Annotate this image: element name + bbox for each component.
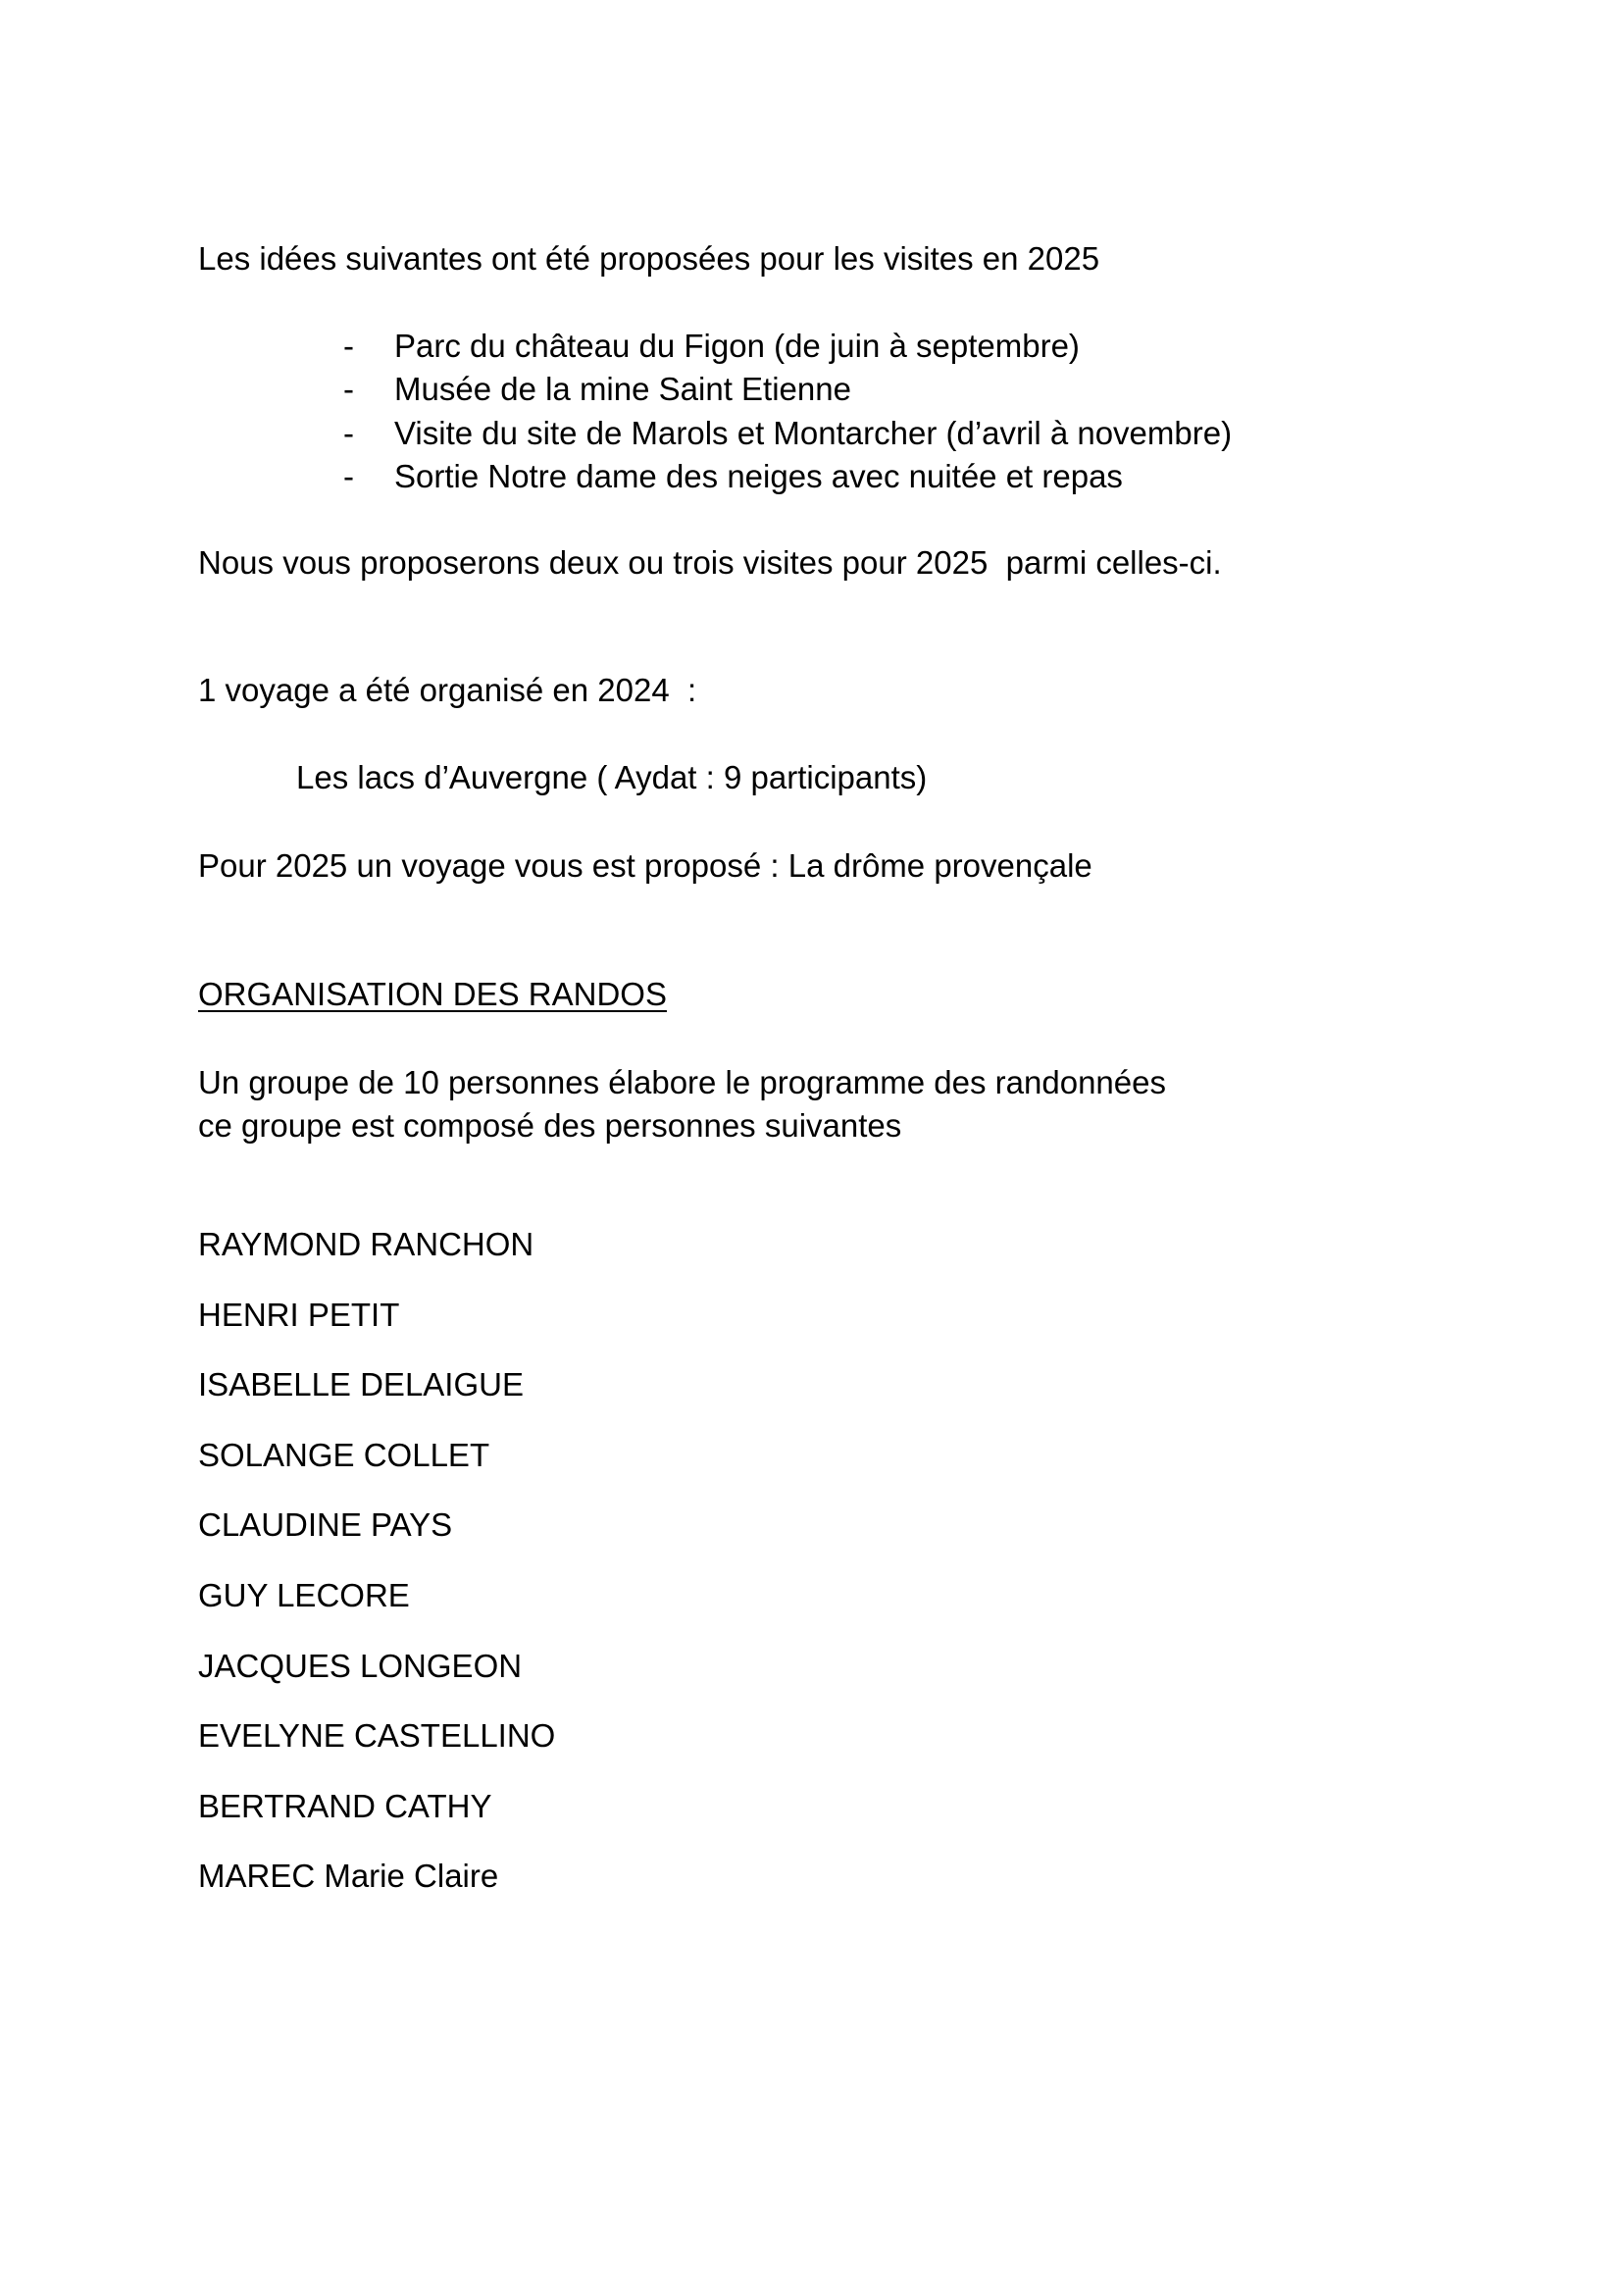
past-trip-detail: Les lacs d’Auvergne ( Aydat : 9 participants) [296, 759, 928, 795]
randos-description-line-2: ce groupe est composé des personnes suivantes [198, 1107, 902, 1144]
next-trip-text: Pour 2025 un voyage vous est proposé : La drôme provençale [198, 847, 1092, 884]
section-heading: ORGANISATION DES RANDOS [198, 976, 667, 1012]
member-name: JACQUES LONGEON [198, 1648, 523, 1684]
intro-text: Les idées suivantes ont été proposées pour les visites en 2025 [198, 240, 1100, 277]
list-item-text: Visite du site de Marols et Montarcher (d’avril à novembre) [394, 415, 1233, 451]
member-name: RAYMOND RANCHON [198, 1226, 534, 1262]
past-trip-text: 1 voyage a été organisé en 2024 : [198, 672, 697, 708]
member-name: BERTRAND CATHY [198, 1788, 492, 1824]
bullet-dash: - [343, 458, 354, 494]
randos-description-line-1: Un groupe de 10 personnes élabore le programme des randonnées [198, 1064, 1166, 1100]
list-item-text: Sortie Notre dame des neiges avec nuitée et repas [394, 458, 1123, 494]
bullet-dash: - [343, 371, 354, 407]
member-name: SOLANGE COLLET [198, 1437, 490, 1473]
member-name: HENRI PETIT [198, 1297, 400, 1333]
visits-closing-text: Nous vous proposerons deux ou trois visites pour 2025 parmi celles-ci. [198, 544, 1222, 581]
member-name: ISABELLE DELAIGUE [198, 1366, 524, 1402]
member-name: CLAUDINE PAYS [198, 1506, 453, 1543]
member-name: GUY LECORE [198, 1577, 410, 1613]
member-name: EVELYNE CASTELLINO [198, 1717, 556, 1754]
list-item-text: Musée de la mine Saint Etienne [394, 371, 851, 407]
list-item-text: Parc du château du Figon (de juin à septembre) [394, 328, 1080, 364]
bullet-dash: - [343, 328, 354, 364]
bullet-dash: - [343, 415, 354, 451]
member-name: MAREC Marie Claire [198, 1858, 499, 1894]
